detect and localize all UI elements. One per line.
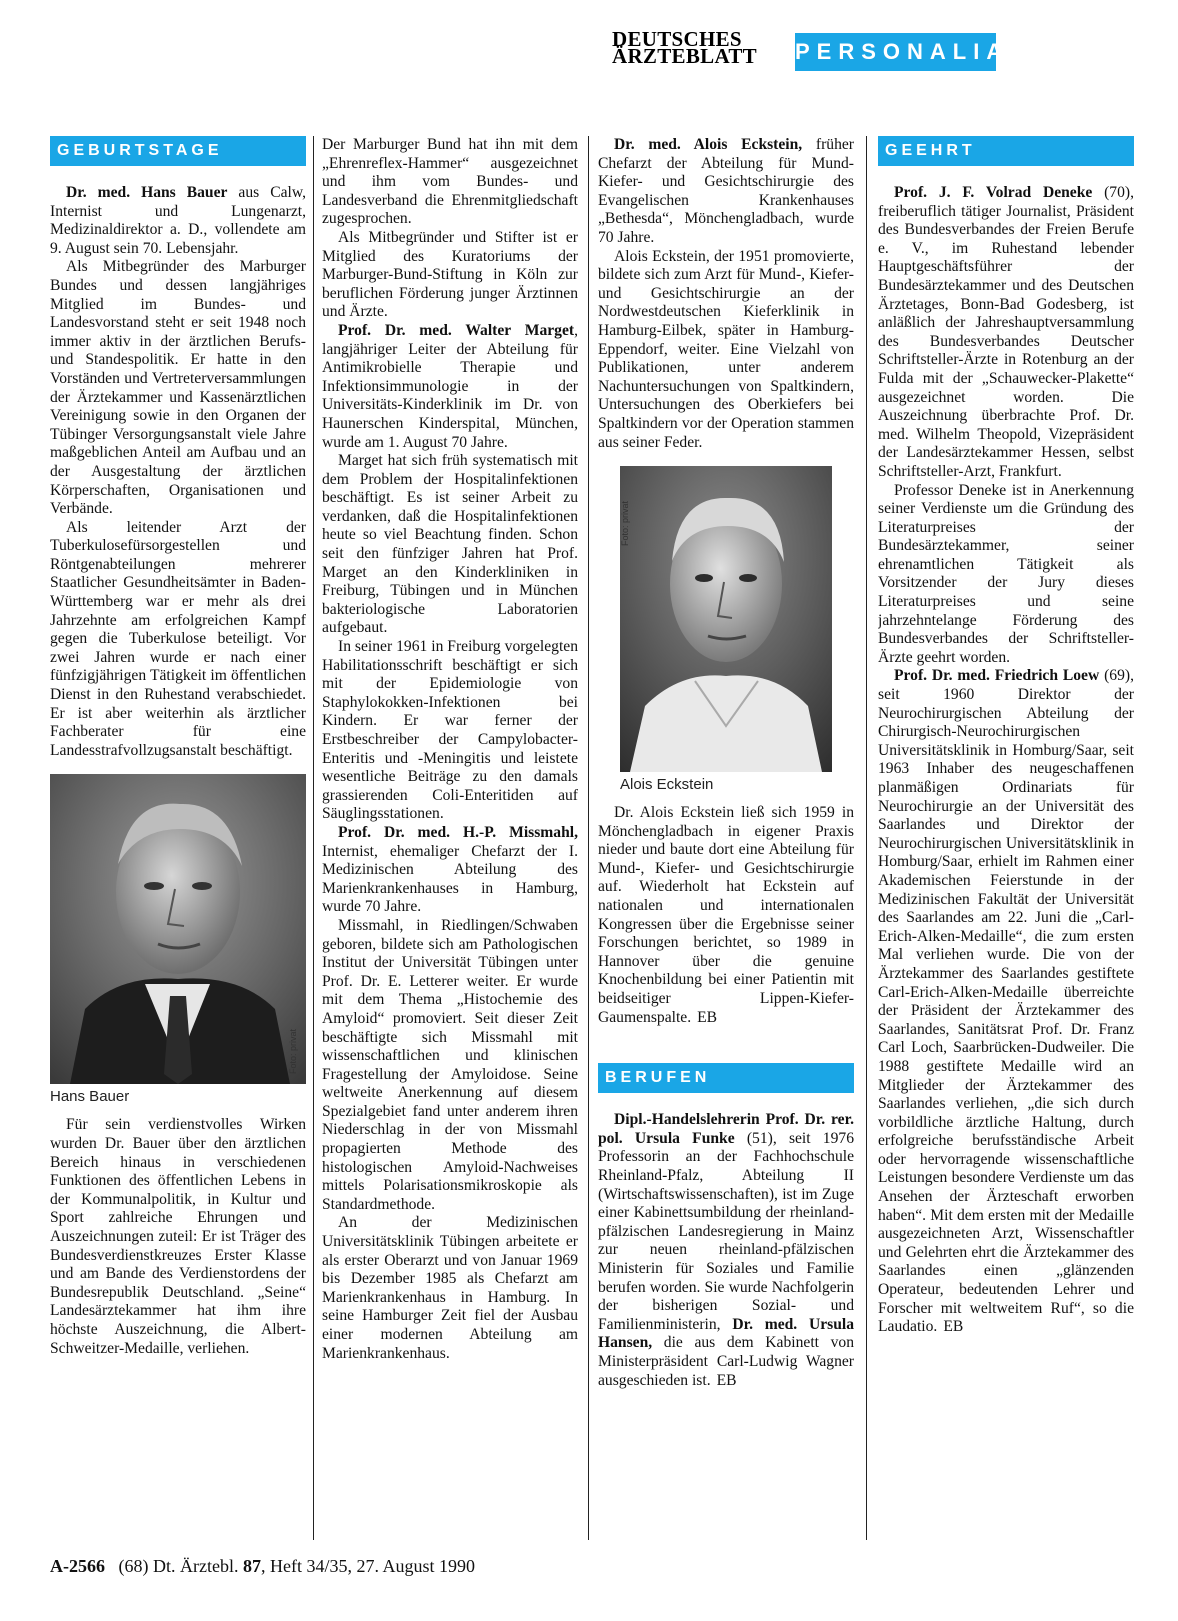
person-name: Dipl.-Handelslehrerin Prof. Dr. rer. pol. Ursula Funke [598,1111,854,1147]
paragraph: Marget hat sich früh systematisch mit dem Problem der Hospitalinfektionen beschäftigt. Es ist seiner Arbeit zu verdanken, daß die Hospitalinfektionen heute so viel Beachtung finden. Schon seit den fünfziger Jahren hat Prof. Marget an den Kinderkliniken in Freiburg, Tübingen und in München bakteriologische Laboratorien aufgebaut. [322,452,578,637]
masthead [612,27,1010,76]
paragraph: Dipl.-Handelslehrerin Prof. Dr. rer. pol. Ursula Funke (51), seit 1976 Professorin an der Fachhochschule Rheinland-Pfalz, Abteilung II (Wirtschaftswissenschaften), ist im Zuge einer Kabinettsumbildung der rheinland-pfälzischen Landesregierung in Mainz zur neuen rheinland-pfälzischen Ministerin für Soziales und Familie berufen worden. Sie wurde Nachfolgerin der bisherigen Sozial- und Familienministerin, Dr. med. Ursula Hansen, die aus dem Kabinett von Ministerpräsident Carl-Ludwig Wagner ausgeschieden ist. EB [598,1111,854,1389]
portrait-photo-hans-bauer [50,774,306,1084]
paragraph: Dr. med. Hans Bauer aus Calw, Internist und Lungenarzt, Medizinaldirektor a. D., vollendete am 9. August sein 70. Lebensjahr. [50,184,306,257]
column-rule [313,136,314,1540]
column-3 [598,136,854,1540]
paragraph: Als leitender Arzt der Tuberkulosefürsorgestellen und Röntgenabteilungen mehrerer Staatlicher Gesundheitsämter in Baden-Württemberg war er mehr als drei Jahrzehnte am erfolgreichen Kampf gegen die Tuberkulose beteiligt. Vor zwei Jahren wurde er nach einer fünfzigjährigen Tätigkeit im öffentlichen Dienst in den Ruhestand verabschiedet. Er ist aber weiterhin als ärztlicher Fachberater für eine Landesstrafvollzugsanstalt beschäftigt. [50,518,306,759]
column-2 [322,136,578,1540]
author-sign: EB [943,1318,964,1336]
paragraph: Als Mitbegründer und Stifter ist er Mitglied des Kuratoriums der Marburger-Bund-Stiftung in Köln zur beruflichen Förderung junger Ärztinnen und Ärzte. [322,228,578,321]
paragraph: Prof. J. F. Volrad Deneke (70), freiberuflich tätiger Journalist, Präsident des Bundesverbandes der Freien Berufe e. V., im Ruhestand lebender Hauptgeschäftsführer der Bundesärztekammer und des Deutschen Ärztetages, Bonn-Bad Godesberg, ist anläßlich der Jahreshauptversammlung des Bundesverbandes Deutscher Schriftsteller-Ärzte in Rotenburg an der Fulda mit der „Schauwecker-Plakette“ ausgezeichnet worden. Die Auszeichnung überbrachte Prof. Dr. med. Wilhelm Theopold, Vizepräsident der Landesärztekammer Hessen, selbst Schriftsteller-Arzt, Frankfurt. [878,184,1134,480]
author-sign: EB [716,1371,737,1389]
paragraph: In seiner 1961 in Freiburg vorgelegten Habilitationsschrift beschäftigt er sich mit der Epidemiologie von Staphylokokken-Infektionen bei Kindern. Er war ferner der Erstbeschreiber der Campylobacter-Enteritis und -Meningitis und leistete wesentliche Beiträge zu den damals grassierenden Coli-Enteritiden auf Säuglingsstationen. [322,638,578,823]
paragraph: Dr. Alois Eckstein ließ sich 1959 in Mönchengladbach in eigener Praxis nieder und baute dort eine Abteilung für Mund-, Kiefer- und Gesichtschirurgie auf. Wiederholt hat Eckstein auf nationalen und internationalen Kongressen über die Ergebnisse seiner Forschungen berichtet, so 1989 in Hannover über die genuine Knochenbildung bei einer Patientin mit beidseitiger Lippen-Kiefer-Gaumenspalte. EB [598,804,854,1026]
column-1 [50,136,306,1540]
journal-logo-line1: DEUTSCHES [612,27,742,51]
person-name: Prof. Dr. med. H.-P. Missmahl, [338,823,578,841]
column-rule [866,136,867,1540]
rubric-badge: PERSONALIA [795,33,996,71]
column-4 [878,136,1134,1540]
section-heading-berufen: BERUFEN [598,1063,854,1093]
author-sign: EB [697,1008,718,1026]
person-name: Prof. J. F. Volrad Deneke [894,184,1093,201]
volume-number: 87 [242,1556,261,1576]
paragraph: Prof. Dr. med. H.-P. Missmahl, Internist, ehemaliger Chefarzt der I. Medizinischen Abteilung des Marienkrankenhauses in Hamburg, wurde 70 Jahre. [322,823,578,916]
paragraph: An der Medizinischen Universitätsklinik Tübingen arbeitete er als erster Oberarzt und von Januar 1969 bis Dezember 1985 als Chefarzt am Marienkrankenhaus in Hamburg. In seine Hamburger Zeit fiel der Ausbau einer modernen Abteilung am Marienkrankenhaus. [322,1214,578,1362]
portrait-photo-alois-eckstein [620,466,854,772]
page-footer [50,1556,475,1577]
column-rule [588,136,589,1540]
photo-caption: Alois Eckstein [620,776,714,794]
page-code: A-2566 [50,1556,105,1576]
paragraph: Professor Deneke ist in Anerkennung seiner Verdienste um die Gründung des Literaturpreises der Bundesärztekammer, seiner ehrenamtlichen Tätigkeit als Vorsitzender der Jury dieses Literaturpreises und seine jahrzehntelange Förderung des Bundesverbandes der Schriftsteller-Ärzte geehrt worden. [878,481,1134,666]
paragraph: Als Mitbegründer des Marburger Bundes und dessen langjähriges Mitglied im Bundes- und Landesvorstand steht er seit 1948 noch immer aktiv in der ärztlichen Berufs- und Standespolitik. Er hatte in den Vorständen und Vertreterversammlungen der Ärztekammer und Kassenärztlichen Vereinigung sowie in den Organen der Tübinger Versorgungsanstalt viele Jahre maßgeblichen Anteil am Aufbau und an der Ausgestaltung der ärztlichen Körperschaften, Organisationen und Verbände. [50,258,306,518]
photo-caption: Hans Bauer [50,1088,130,1106]
section-heading-geburtstage: GEBURTSTAGE [50,136,306,166]
paragraph: Missmahl, in Riedlingen/Schwaben geboren, bildete sich am Pathologischen Institut der Universität Tübingen unter Prof. Dr. E. Letterer weiter. Er wurde mit dem Thema „Histochemie des Amyloid“ promoviert. Seit dieser Zeit beschäftigte sich Missmahl mit wissenschaftlichen und klinischen Fragestellung der Amyloidose. Seine weltweite Anerkennung auf diesem Spezialgebiet fand unter anderem ihren Niederschlag in der von Missmahl propagierten Methode des histologischen Amyloid-Nachweises mittels Polarisationsmikroskopie als Standardmethode. [322,916,578,1213]
paragraph: Prof. Dr. med. Walter Marget, langjähriger Leiter der Abteilung für Antimikrobielle Therapie und Infektionsimmunologie in der Universitäts-Kinderklinik im Dr. von Haunerschen Kinderspital, München, wurde am 1. August 70 Jahre. [322,321,578,451]
person-name: Prof. Dr. med. Walter Marget [338,321,575,339]
section-heading-geehrt: GEEHRT [878,136,1134,166]
paragraph: Alois Eckstein, der 1951 promovierte, bildete sich zum Arzt für Mund-, Kiefer- und Gesichtschirurgie an der Nordwestdeutschen Kieferklinik in Hamburg-Eilbek, später in Hamburg-Eppendorf, weiter. Eine Vielzahl von Publikationen, unter anderem Nachuntersuchungen von Spaltkindern, Untersuchungen des Oberkiefers bei Spaltkindern vor der Operation stammen aus seiner Feder. [598,247,854,451]
citation-suffix: , Heft 34/35, 27. August 1990 [260,1556,475,1576]
journal-logo [612,27,784,68]
person-name: Dr. med. Hans Bauer [66,184,228,201]
person-name: Dr. med. Ursula Hansen, [598,1315,854,1352]
citation-prefix: (68) Dt. Ärztebl. [118,1556,243,1576]
paragraph: Prof. Dr. med. Friedrich Loew (69), seit 1960 Direktor der Neurochirurgischen Abteilung der Chirurgisch-Neurochirurgischen Universitätsklinik in Homburg/Saar, seit 1963 Inhaber des neugeschaffenen planmäßigen Ordinariats für Neurochirurgie an der Universität des Saarlandes und Direktor der Neurochirurgischen Universitätsklinik in Homburg/Saar, erhielt im Rahmen einer Akademischen Feierstunde in der Medizinischen Fakultät der Universität des Saarlandes am 22. Juni die „Carl-Erich-Alken-Medaille“, die zum ersten Mal verliehen wurde. Die von der Ärztekammer des Saarlandes gestiftete Carl-Erich-Alken-Medaille überreichte der Präsident der Ärztekammer des Saarlandes, Sanitätsrat Prof. Dr. Franz Carl Loch, Saarbrücken-Dudweiler. Die 1988 gestiftete Medaille wird an Mitglieder der Ärztekammer des Saarlandes verliehen, „die sich durch vorbildliche ärztliche Haltung, durch erfolgreiche berufsständische Arbeit oder hervorragende wissenschaftliche Leistungen besondere Verdienste um das Ansehen der Ärzteschaft erworben haben“. Mit dem ersten mit der Medaille ausgezeichneten Arzt, Wissenschaftler und Gelehrten ehrt die Ärztekammer des Saarlandes einen „glänzenden Operateur, bedeutenden Lehrer und Forscher mit weltweitem Ruf“, so die Laudatio. EB [878,667,1134,1336]
photo-credit: Foto: privat [288,1029,298,1075]
paragraph: Für sein verdienstvolles Wirken wurden Dr. Bauer über den ärztlichen Bereich hinaus in verschiedenen Funktionen des öffentlichen Lebens in der Kommunalpolitik, in Kultur und Sport zahlreiche Ehrungen und Auszeichnungen zuteil: Er ist Träger des Bundesverdienstkreuzes Erster Klasse und am Bande des Verdienstordens der Bundesrepublik Deutschland. „Seine“ Landesärztekammer hat ihm ihre höchste Auszeichnung, die Albert-Schweitzer-Medaille, verliehen. [50,1116,306,1357]
paragraph: Dr. med. Alois Eckstein, früher Chefarzt der Abteilung für Mund-Kiefer- und Gesichtschirurgie des Evangelischen Krankenhauses „Bethesda“, Mönchengladbach, wurde 70 Jahre. [598,136,854,246]
journal-logo-line2: ÄRZTEBLATT [612,44,757,68]
photo-credit: Foto: privat [620,501,630,547]
person-name: Prof. Dr. med. Friedrich Loew [894,667,1100,685]
paragraph: Der Marburger Bund hat ihn mit dem „Ehrenreflex-Hammer“ ausgezeichnet und ihm vom Bundes- und Landesverband die Ehrenmitgliedschaft zugesprochen. [322,136,578,228]
person-name: Dr. med. Alois Eckstein, [614,136,803,153]
